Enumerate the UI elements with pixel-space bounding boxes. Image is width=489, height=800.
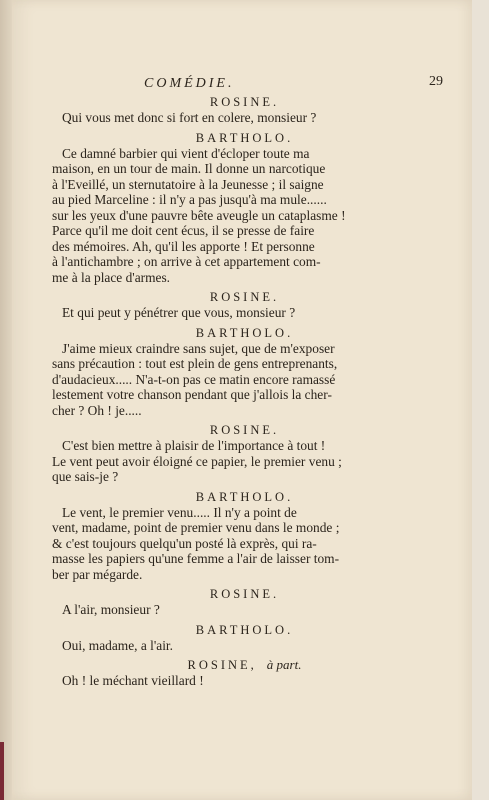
running-title: COMÉDIE. bbox=[144, 76, 235, 91]
speaker-label: ROSINE. bbox=[209, 290, 280, 304]
speaker-name bbox=[52, 130, 437, 146]
speech bbox=[52, 341, 437, 419]
text-line: que sais-je ? bbox=[52, 469, 119, 484]
speaker-name bbox=[52, 94, 437, 110]
text-line: d'audacieux..... N'a-t-on pas ce matin encore ramassé bbox=[52, 371, 336, 387]
text-line: Oui, madame, a l'air. bbox=[62, 637, 173, 653]
speaker-label: ROSINE. bbox=[209, 423, 280, 437]
text-line: lestement votre chanson pendant que j'allois la cher- bbox=[52, 387, 332, 402]
speech bbox=[52, 673, 437, 689]
speaker-name bbox=[52, 325, 437, 341]
speaker-label: BARTHOLO. bbox=[195, 130, 294, 145]
text-line: A l'air, monsieur ? bbox=[62, 602, 160, 617]
speaker-label: ROSINE. bbox=[209, 95, 280, 109]
text-line: C'est bien mettre à plaisir de l'importance à tout ! bbox=[62, 438, 326, 453]
text-line: J'aime mieux craindre sans sujet, que de m'exposer bbox=[62, 340, 335, 356]
text-line: Parce qu'il me doit cent écus, il se presse de faire bbox=[52, 223, 315, 238]
speaker-name bbox=[52, 586, 437, 602]
speech bbox=[52, 146, 437, 286]
text-line: sur les yeux d'une pauvre bête aveugle un cataplasme ! bbox=[52, 207, 346, 223]
speaker-label: BARTHOLO. bbox=[195, 489, 294, 504]
text-line: Ce damné barbier qui vient d'écloper toute ma bbox=[62, 145, 310, 161]
speaker-name bbox=[52, 657, 437, 673]
running-header bbox=[52, 74, 443, 94]
speech bbox=[52, 305, 437, 321]
text-line: sans précaution : tout est plein de gens entreprenants, bbox=[52, 356, 338, 371]
text-line: me à la place d'armes. bbox=[52, 269, 171, 285]
page-number: 29 bbox=[429, 74, 443, 89]
speech bbox=[52, 638, 437, 654]
speaker-label: ROSINE, bbox=[187, 658, 257, 672]
speech bbox=[52, 602, 437, 618]
speaker-label: BARTHOLO. bbox=[195, 622, 294, 637]
page-text bbox=[52, 74, 443, 693]
text-line: vent, madame, point de premier venu dans le monde ; bbox=[52, 520, 340, 535]
text-line: Qui vous met donc si fort en colere, monsieur ? bbox=[62, 110, 317, 125]
speaker-label: BARTHOLO. bbox=[195, 325, 294, 340]
text-line: au pied Marceline : il n'y a pas jusqu'à ma mule...... bbox=[52, 192, 327, 207]
dialogue bbox=[52, 94, 437, 689]
speech bbox=[52, 110, 437, 126]
speaker-name bbox=[52, 422, 437, 438]
speech bbox=[52, 438, 437, 485]
bookmark-ribbon bbox=[0, 742, 4, 800]
speaker-name bbox=[52, 489, 437, 505]
text-line: Le vent, le premier venu..... Il n'y a point de bbox=[62, 504, 297, 520]
text-line: cher ? Oh ! je..... bbox=[52, 402, 142, 418]
text-line: Le vent peut avoir éloigné ce papier, le premier venu ; bbox=[52, 453, 342, 469]
text-line: masse les papiers qu'une femme a l'air de laisser tom- bbox=[52, 551, 340, 566]
stage-direction: à part. bbox=[266, 657, 302, 672]
text-line: à l'antichambre ; on arrive à cet appartement com- bbox=[52, 254, 321, 269]
text-line: & c'est toujours quelqu'un posté là exprès, qui ra- bbox=[52, 535, 317, 551]
text-line: maison, en un tour de main. Il donne un narcotique bbox=[52, 161, 326, 176]
speaker-name bbox=[52, 289, 437, 305]
text-line: ber par mégarde. bbox=[52, 566, 143, 582]
speech bbox=[52, 505, 437, 583]
text-line: des mémoires. Ah, qu'il les apporte ! Et personne bbox=[52, 238, 315, 254]
text-line: à l'Eveillé, un sternutatoire à la Jeunesse ; il saigne bbox=[52, 176, 324, 192]
speaker-label: ROSINE. bbox=[209, 587, 280, 601]
speaker-name bbox=[52, 622, 437, 638]
text-line: Et qui peut y pénétrer que vous, monsieur ? bbox=[62, 305, 296, 320]
text-line: Oh ! le méchant vieillard ! bbox=[62, 673, 204, 688]
